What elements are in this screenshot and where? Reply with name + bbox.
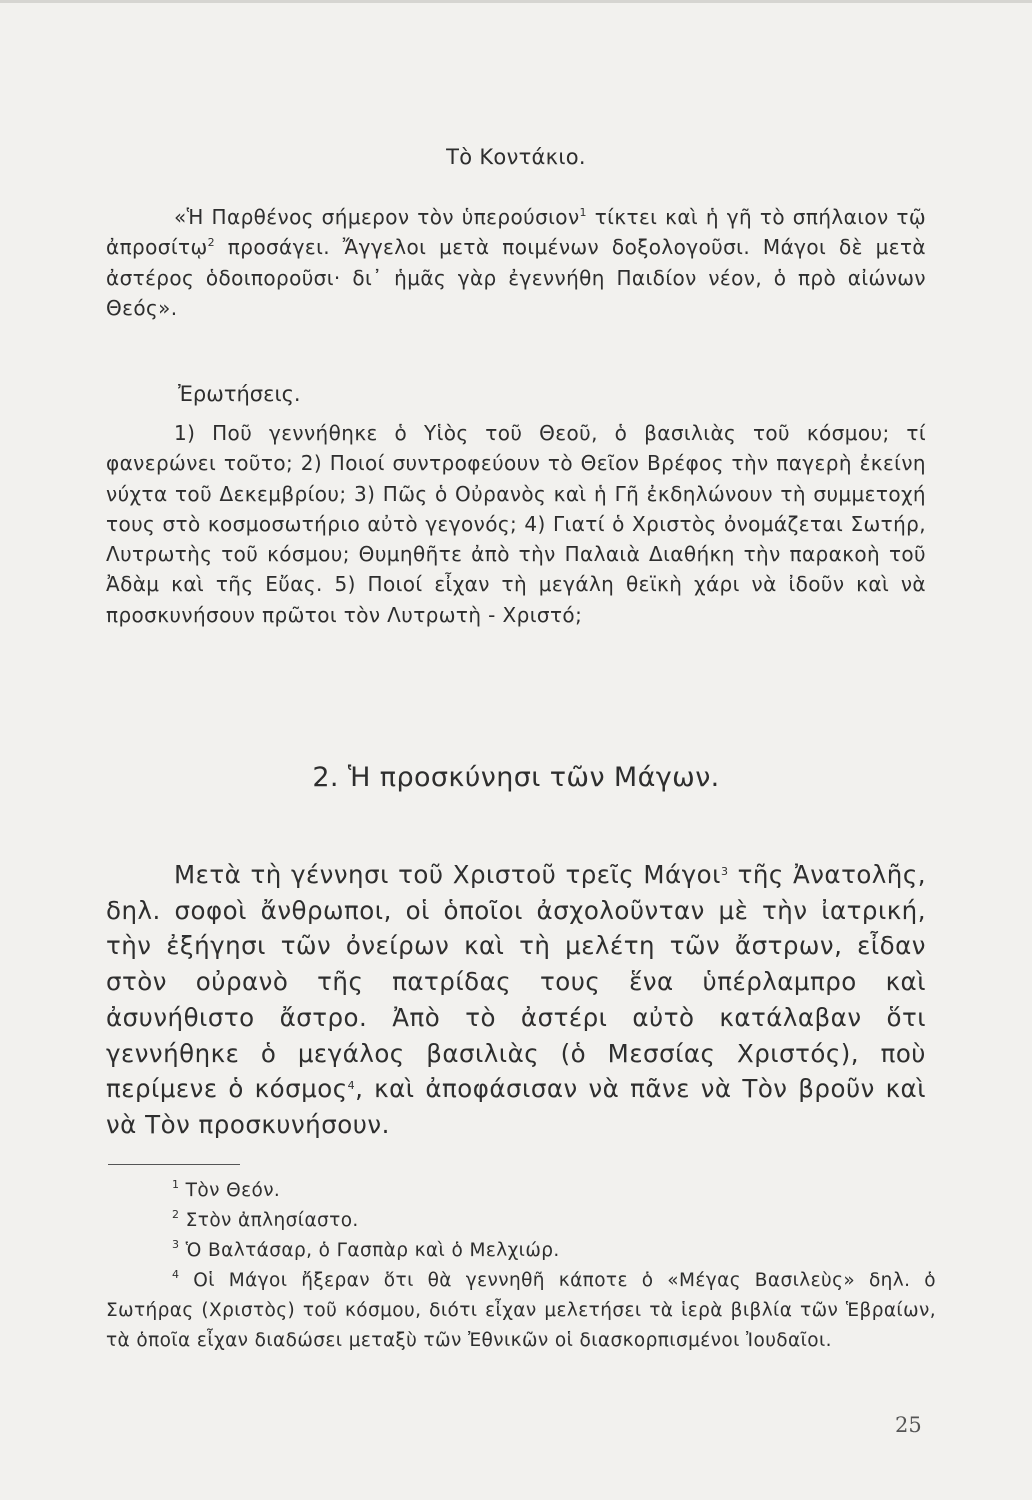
footnote-ref-1: 1 bbox=[579, 206, 587, 219]
body-block bbox=[106, 857, 926, 1143]
questions-paragraph: 1) Ποῦ γεννήθηκε ὁ Υἱὸς τοῦ Θεοῦ, ὁ βασιλιὰς τοῦ κόσμου; τί φανερώνει τοῦτο; 2) Ποιοί συντροφεύουν τὸ Θεῖον Βρέφος τὴν παγερὴ ἐκείνη νύχτα τοῦ Δεκεμβρίου; 3) Πῶς ὁ Οὐρανὸς καὶ ἡ Γῆ ἐκδηλώνουν τὴ συμμετοχή τους στὸ κοσμοσωτήριο αὐτὸ γεγονός; 4) Γιατί ὁ Χριστὸς ὀνομάζεται Σωτήρ, Λυτρωτὴς τοῦ κόσμου; Θυμηθῆτε ἀπὸ τὴν Παλαιὰ Διαθήκη τὴν παρακοὴ τοῦ Ἀδὰμ καὶ τῆς Εὔας. 5) Ποιοί εἶχαν τὴ μεγάλη θεϊκὴ χάρι νὰ ἰδοῦν καὶ νὰ προσκυνήσουν πρῶτοι τὸν Λυτρωτὴ - Χριστό; bbox=[106, 421, 926, 627]
footnote-3: $^3$ Ὁ Βαλτάσαρ, ὁ Γασπὰρ καὶ ὁ Μελχιώρ. bbox=[172, 1238, 560, 1261]
footnote-4: $^4$ Οἱ Μάγοι ἤξεραν ὅτι θὰ γεννηθῆ κάποτε ὁ «Μέγας Βασιλεὺς» δηλ. ὁ Σωτήρας (Χριστὸς) τοῦ κόσμου, διότι εἶχαν μελετήσει τὰ ἱερὰ βιβλία τῶν Ἑβραίων, τὰ ὁποῖα εἶχαν διαδώσει μεταξὺ τῶν Ἐθνικῶν οἱ διασκορπισμένοι Ἰουδαῖοι. bbox=[106, 1268, 936, 1351]
footnote-1: $^1$ Τὸν Θεόν. bbox=[172, 1178, 281, 1201]
footnotes bbox=[106, 1176, 936, 1356]
kontakion-block bbox=[106, 202, 926, 323]
questions-block bbox=[106, 418, 926, 630]
footnote-ref-2: 2 bbox=[207, 236, 215, 250]
footnote-separator bbox=[108, 1164, 240, 1165]
section-title: 2. Ἡ προσκύνησι τῶν Μάγων. bbox=[312, 762, 720, 793]
footnote-ref-3: 3 bbox=[720, 865, 729, 878]
footnote-ref-4: 4 bbox=[347, 1079, 356, 1093]
body-paragraph: Μετὰ τὴ γέννησι τοῦ Χριστοῦ τρεῖς Μάγοι$^3$ τῆς Ἀνατολῆς, δηλ. σοφοὶ ἄνθρωποι, οἱ ὁποῖοι ἀσχολοῦνταν μὲ τὴν ἰατρική, τὴν ἐξήγησι τῶν ὀνείρων καὶ τὴ μελέτη τῶν ἄστρων, εἶδαν στὸν οὐρανὸ τῆς πατρίδας τους ἕνα ὑπέρλαμπρο καὶ ἀσυνήθιστο ἄστρο. Ἀπὸ τὸ ἀστέρι αὐτὸ κατάλαβαν ὅτι γεννήθηκε ὁ μεγάλος βασιλιὰς (ὁ Μεσσίας Χριστός), ποὺ περίμενε ὁ κόσμος$^4$, καὶ ἀποφάσισαν νὰ πᾶνε νὰ Τὸν βροῦν καὶ νὰ Τὸν προσκυνήσουν. bbox=[106, 860, 927, 1139]
kontakion-heading: Τὸ Κοντάκιο. bbox=[446, 145, 586, 169]
page-top-edge bbox=[0, 0, 1032, 3]
questions-title: Ἐρωτήσεις. bbox=[178, 382, 301, 406]
page-number: 25 bbox=[895, 1413, 922, 1437]
kontakion-paragraph: «Ἡ Παρθένος σήμερον τὸν ὑπερούσιον$^1$ τίκτει καὶ ἡ γῆ τὸ σπήλαιον τῷ ἀπροσίτῳ$^2$ προσάγει. Ἄγγελοι μετὰ ποιμένων δοξολογοῦσι. Μάγοι δὲ μετὰ ἀστέρος ὁδοιποροῦσι· δι᾽ ἡμᾶς γὰρ ἐγεννήθη Παιδίον νέον, ὁ πρὸ αἰώνων Θεός». bbox=[106, 205, 926, 320]
footnote-2: $^2$ Στὸν ἀπλησίαστο. bbox=[172, 1208, 359, 1231]
